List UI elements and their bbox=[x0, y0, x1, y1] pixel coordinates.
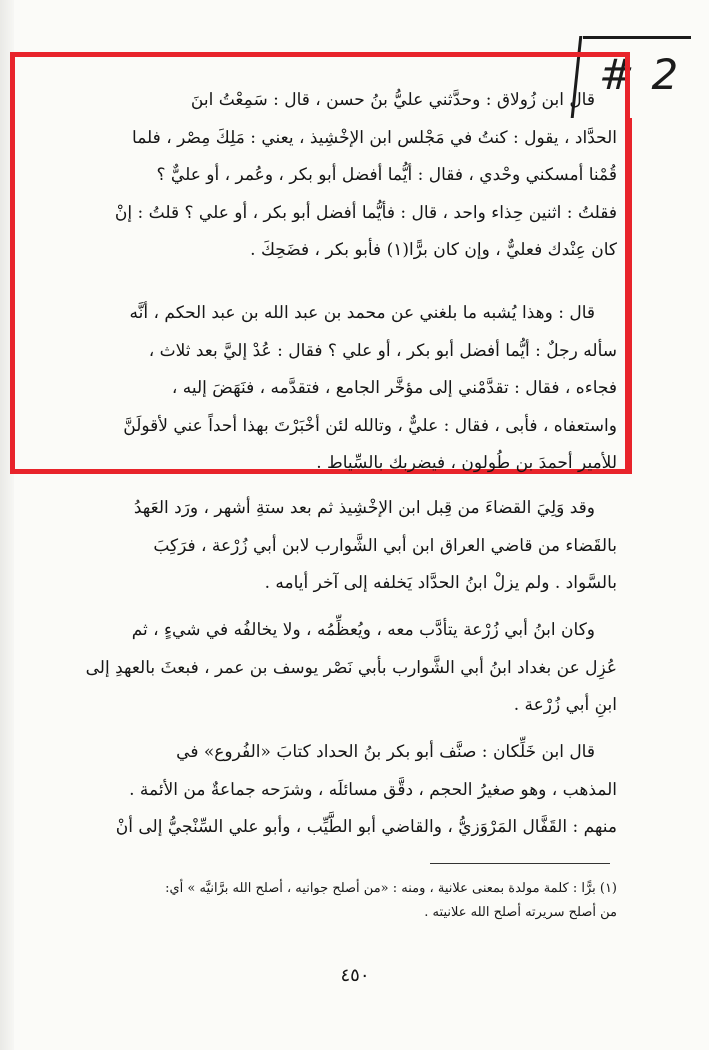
footnote bbox=[40, 877, 617, 925]
paragraph-line: فجاءه ، فقال : تقدَّمْني إلى مؤخَّر الجامع ، فتقدَّمه ، فنَهَضَ إليه ، bbox=[171, 378, 617, 398]
paragraph-5 bbox=[34, 734, 617, 847]
paragraph-line: الحدَّاد ، يقول : كنتُ في مَجْلس ابن الإخْشِيذ ، يعني : مَلِكَ مِصْر ، فلما bbox=[132, 127, 617, 148]
paragraph-line: كان عِنْدك فعليٌّ ، وإن كان برًّا(١) فأبو بكر ، فضَحِكَ . bbox=[250, 240, 617, 260]
annotation-label: # 2 bbox=[599, 50, 681, 99]
paragraph-line: عُزِل عن بغداد ابنُ أبي الشَّوارب بأبي نَصْر يوسف بن عمر ، فبعثَ بالعهدِ إلى bbox=[85, 657, 617, 678]
paragraph-line: قال ابن خَلِّكان : صنَّف أبو بكر بنُ الحداد كتابَ «الفُروع» في bbox=[176, 742, 595, 762]
annotation-bracket-top bbox=[583, 36, 691, 39]
paragraph-line: قُمْنا أمسكني وحْدي ، فقال : أيُّما أفضل أبو بكر ، وعُمر ، أو عليٌّ ؟ bbox=[156, 165, 617, 185]
paragraph-4 bbox=[34, 612, 617, 725]
paragraph-1 bbox=[34, 82, 617, 270]
paragraph-line: ابنِ أبي زُرْعة . bbox=[513, 695, 617, 715]
paragraph-line: سأله رجلٌ : أيُّما أفضل أبو بكر ، أو علي ؟ فقال : عُدْ إليَّ بعد ثلاث ، bbox=[148, 340, 617, 361]
paragraph-line: واستعفاه ، فأبى ، فقال : عليٌّ ، وتالله لئن أخْبَرْتَ بهذا أحداً عني لأقولَنَّ bbox=[123, 415, 617, 436]
footnote-line: (١) برًّا : كلمة مولدة بمعنى علانية ، ومنه : «من أصلح جوانيه ، أصلح الله برَّانيَّه » أي: bbox=[165, 881, 617, 896]
paragraph-3 bbox=[34, 490, 617, 603]
paragraph-line: قال ابن زُولاق : وحدَّثني عليُّ بنُ حسن ، قال : سَمِعْتُ ابنَ bbox=[190, 90, 595, 110]
paragraph-line: فقلتُ : اثنين حِذاء واحد ، قال : فأيُّما أفضل أبو بكر ، أو علي ؟ قلتُ : إنْ bbox=[114, 202, 617, 223]
paragraph-line: بالقَضاء من قاضي العراق ابن أبي الشَّوارب لابن أبي زُرْعة ، فرَكِبَ bbox=[153, 535, 617, 556]
paragraph-line: قال : وهذا يُشبه ما بلغني عن محمد بن عبد الله بن عبد الحكم ، أنَّه bbox=[129, 303, 595, 323]
footnote-divider bbox=[430, 863, 610, 864]
paragraph-line: وقد وَلِيَ القضاءَ من قِبل ابن الإخْشِيذ ثم بعد ستةِ أشهر ، ورَد العَهدُ bbox=[133, 498, 595, 518]
highlight-box-right-edge bbox=[627, 118, 632, 474]
paragraph-line: المذهب ، وهو صغيرُ الحجم ، دقَّق مسائلَه ، وشرَحه جماعةٌ من الأئمة . bbox=[129, 779, 617, 800]
page-number: ٤٥٠ bbox=[340, 965, 370, 986]
paragraph-line: وكان ابنُ أبي زُرْعة يتأدَّب معه ، ويُعظِّمُه ، ولا يخالفُه في شيءٍ ، ثم bbox=[131, 620, 595, 640]
paragraph-line: للأمير أحمدَ بن طُولون ، فيضربك بالسِّياط . bbox=[316, 453, 617, 473]
paragraph-2 bbox=[34, 295, 617, 483]
footnote-line: من أصلح سريرته أصلح الله علانيته . bbox=[424, 905, 617, 920]
paragraph-line: بالسَّواد . ولم يزلْ ابنُ الحدَّاد يَخلفه إلى آخر أيامه . bbox=[264, 573, 617, 593]
paragraph-line: منهم : القَفَّال المَرْوَزيُّ ، والقاضي أبو الطَّيِّب ، وأبو علي السِّنْجيُّ إلى أنْ bbox=[115, 817, 617, 837]
